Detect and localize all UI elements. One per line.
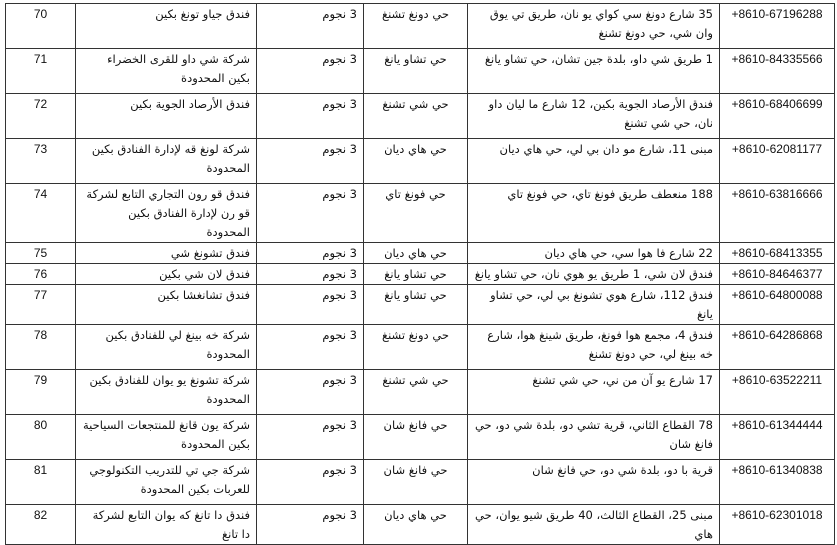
row-number: 76 bbox=[6, 264, 76, 285]
address: 188 منعطف طريق فونغ تاي، حي فونغ تاي bbox=[468, 184, 720, 243]
phone-number: +8610-84335566 bbox=[720, 49, 835, 94]
table-row bbox=[6, 505, 835, 545]
district: حي فانغ شان bbox=[364, 415, 468, 460]
phone-number: +8610-64286868 bbox=[720, 325, 835, 370]
phone-number: +8610-61344444 bbox=[720, 415, 835, 460]
phone-number: +8610-63816666 bbox=[720, 184, 835, 243]
hotel-name: فندق لان شي بكين bbox=[76, 264, 257, 285]
table-row bbox=[6, 325, 835, 370]
address: 1 طريق شي داو، بلدة جين تشان، حي تشاو يانغ bbox=[468, 49, 720, 94]
row-number: 79 bbox=[6, 370, 76, 415]
row-number: 82 bbox=[6, 505, 76, 545]
district: حي دونغ تشنغ bbox=[364, 4, 468, 49]
hotel-name: شركة تشونغ يو يوان للفنادق بكين المحدودة bbox=[76, 370, 257, 415]
row-number: 78 bbox=[6, 325, 76, 370]
row-number: 74 bbox=[6, 184, 76, 243]
star-rating: 3 نجوم bbox=[257, 285, 364, 325]
district: حي فونغ تاي bbox=[364, 184, 468, 243]
star-rating: 3 نجوم bbox=[257, 415, 364, 460]
district: حي شي تشنغ bbox=[364, 94, 468, 139]
star-rating: 3 نجوم bbox=[257, 4, 364, 49]
hotel-name: شركة جي تي للتدريب التكنولوجي للعربات بكين المحدودة bbox=[76, 460, 257, 505]
address: فندق لان شي، 1 طريق يو هوي نان، حي تشاو يانغ bbox=[468, 264, 720, 285]
district: حي تشاو يانغ bbox=[364, 285, 468, 325]
hotel-name: فندق الأرصاد الجوية بكين bbox=[76, 94, 257, 139]
address: قرية با دو، بلدة شي دو، حي فانغ شان bbox=[468, 460, 720, 505]
table-row bbox=[6, 49, 835, 94]
table-row bbox=[6, 415, 835, 460]
star-rating: 3 نجوم bbox=[257, 49, 364, 94]
district: حي هاي ديان bbox=[364, 243, 468, 264]
hotels-table bbox=[5, 3, 835, 545]
district: حي دونغ تشنغ bbox=[364, 325, 468, 370]
hotel-name: شركة شي داو للقرى الخضراء بكين المحدودة bbox=[76, 49, 257, 94]
star-rating: 3 نجوم bbox=[257, 325, 364, 370]
phone-number: +8610-68406699 bbox=[720, 94, 835, 139]
hotel-name: فندق تشانغشا بكين bbox=[76, 285, 257, 325]
address: مبنى 25، القطاع الثالث، 40 طريق شيو يوان، حي هاي bbox=[468, 505, 720, 545]
star-rating: 3 نجوم bbox=[257, 94, 364, 139]
table-row bbox=[6, 243, 835, 264]
address: فندق الأرصاد الجوية بكين، 12 شارع ما ليان داو نان، حي شي تشنغ bbox=[468, 94, 720, 139]
hotel-name: فندق دا تانغ كه يوان التابع لشركة دا تانغ bbox=[76, 505, 257, 545]
star-rating: 3 نجوم bbox=[257, 264, 364, 285]
address: 35 شارع دونغ سي كواي يو نان، طريق تي يوق وان شي، حي دونغ تشنغ bbox=[468, 4, 720, 49]
table-row bbox=[6, 264, 835, 285]
district: حي فانغ شان bbox=[364, 460, 468, 505]
phone-number: +8610-84646377 bbox=[720, 264, 835, 285]
table-row bbox=[6, 285, 835, 325]
table-row bbox=[6, 94, 835, 139]
row-number: 72 bbox=[6, 94, 76, 139]
row-number: 75 bbox=[6, 243, 76, 264]
table-row bbox=[6, 460, 835, 505]
row-number: 73 bbox=[6, 139, 76, 184]
table-row bbox=[6, 4, 835, 49]
row-number: 80 bbox=[6, 415, 76, 460]
address: مبنى 11، شارع مو دان بي لي، حي هاي ديان bbox=[468, 139, 720, 184]
phone-number: +8610-62301018 bbox=[720, 505, 835, 545]
star-rating: 3 نجوم bbox=[257, 184, 364, 243]
address: 17 شارع يو آن من ني، حي شي تشنغ bbox=[468, 370, 720, 415]
district: حي هاي ديان bbox=[364, 505, 468, 545]
phone-number: +8610-68413355 bbox=[720, 243, 835, 264]
star-rating: 3 نجوم bbox=[257, 460, 364, 505]
star-rating: 3 نجوم bbox=[257, 370, 364, 415]
address: 22 شارع فا هوا سي، حي هاي ديان bbox=[468, 243, 720, 264]
district: حي شي تشنغ bbox=[364, 370, 468, 415]
row-number: 71 bbox=[6, 49, 76, 94]
hotel-name: فندق قو رون التجاري التابع لشركة قو رن لإدارة الفنادق بكين المحدودة bbox=[76, 184, 257, 243]
star-rating: 3 نجوم bbox=[257, 243, 364, 264]
star-rating: 3 نجوم bbox=[257, 505, 364, 545]
phone-number: +8610-63522211 bbox=[720, 370, 835, 415]
address: فندق 4، مجمع هوا فونغ، طريق شينغ هوا، شارع خه بينغ لي، حي دونغ تشنغ bbox=[468, 325, 720, 370]
row-number: 70 bbox=[6, 4, 76, 49]
district: حي تشاو يانغ bbox=[364, 49, 468, 94]
district: حي تشاو يانغ bbox=[364, 264, 468, 285]
row-number: 81 bbox=[6, 460, 76, 505]
hotel-name: شركة لونغ قه لإدارة الفنادق بكين المحدودة bbox=[76, 139, 257, 184]
phone-number: +8610-62081177 bbox=[720, 139, 835, 184]
phone-number: +8610-61340838 bbox=[720, 460, 835, 505]
table-row bbox=[6, 184, 835, 243]
table-row bbox=[6, 370, 835, 415]
star-rating: 3 نجوم bbox=[257, 139, 364, 184]
hotel-name: شركة خه بينغ لي للفنادق بكين المحدودة bbox=[76, 325, 257, 370]
phone-number: +8610-67196288 bbox=[720, 4, 835, 49]
hotel-name: شركة يون قانغ للمنتجعات السياحية بكين المحدودة bbox=[76, 415, 257, 460]
address: فندق 112، شارع هوي تشونغ بي لي، حي تشاو يانغ bbox=[468, 285, 720, 325]
row-number: 77 bbox=[6, 285, 76, 325]
address: 78 القطاع الثاني، قرية تشي دو، بلدة شي دو، حي فانغ شان bbox=[468, 415, 720, 460]
district: حي هاي ديان bbox=[364, 139, 468, 184]
phone-number: +8610-64800088 bbox=[720, 285, 835, 325]
hotel-name: فندق جياو تونغ بكين bbox=[76, 4, 257, 49]
table-row bbox=[6, 139, 835, 184]
hotel-name: فندق تشونغ شي bbox=[76, 243, 257, 264]
